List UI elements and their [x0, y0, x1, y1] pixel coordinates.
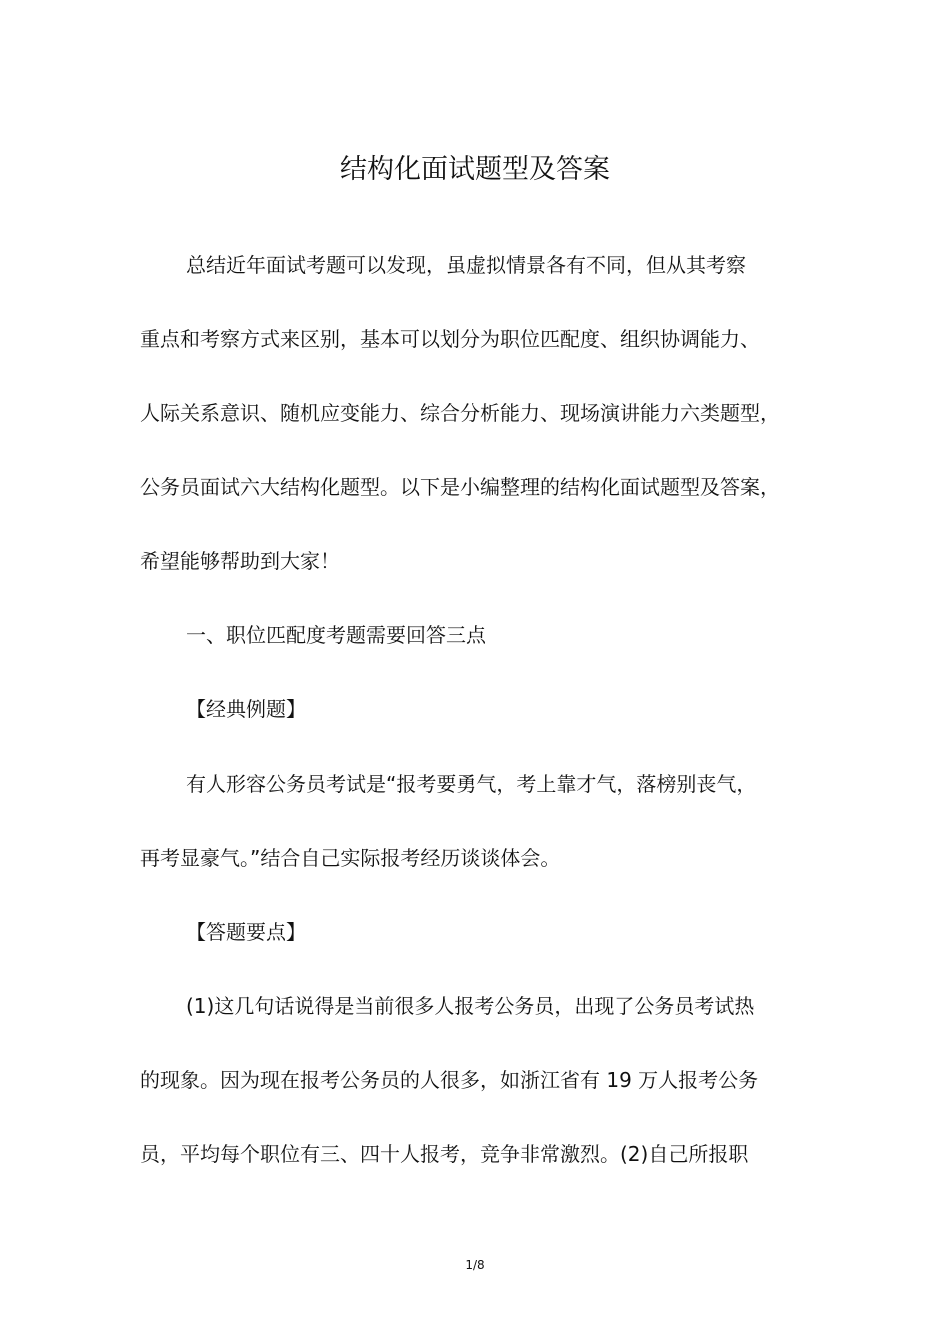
section-heading: 一、职位匹配度考题需要回答三点	[186, 623, 486, 647]
example-line: 有人形容公务员考试是“报考要勇气，考上靠才气，落榜别丧气，	[186, 772, 757, 796]
answer-line: (1)这几句话说得是当前很多人报考公务员，出现了公务员考试热	[186, 994, 755, 1018]
paragraph-line: 人际关系意识、随机应变能力、综合分析能力、现场演讲能力六类题型，	[140, 401, 780, 425]
paragraph-line: 希望能够帮助到大家！	[140, 549, 340, 573]
example-heading: 【经典例题】	[186, 697, 306, 721]
page-number: 1/8	[465, 1258, 485, 1272]
paragraph-line: 重点和考察方式来区别，基本可以划分为职位匹配度、组织协调能力、	[140, 327, 760, 351]
paragraph-line: 公务员面试六大结构化题型。以下是小编整理的结构化面试题型及答案，	[140, 475, 780, 499]
example-line: 再考显豪气。”结合自己实际报考经历谈谈体会。	[140, 846, 561, 870]
document-title: 结构化面试题型及答案	[340, 154, 610, 185]
paragraph-line: 总结近年面试考题可以发现，虽虚拟情景各有不同，但从其考察	[186, 253, 746, 277]
answer-line: 的现象。因为现在报考公务员的人很多，如浙江省有 19 万人报考公务	[140, 1068, 759, 1092]
answer-heading: 【答题要点】	[186, 920, 306, 944]
answer-line: 员，平均每个职位有三、四十人报考，竞争非常激烈。(2)自己所报职	[140, 1142, 749, 1166]
